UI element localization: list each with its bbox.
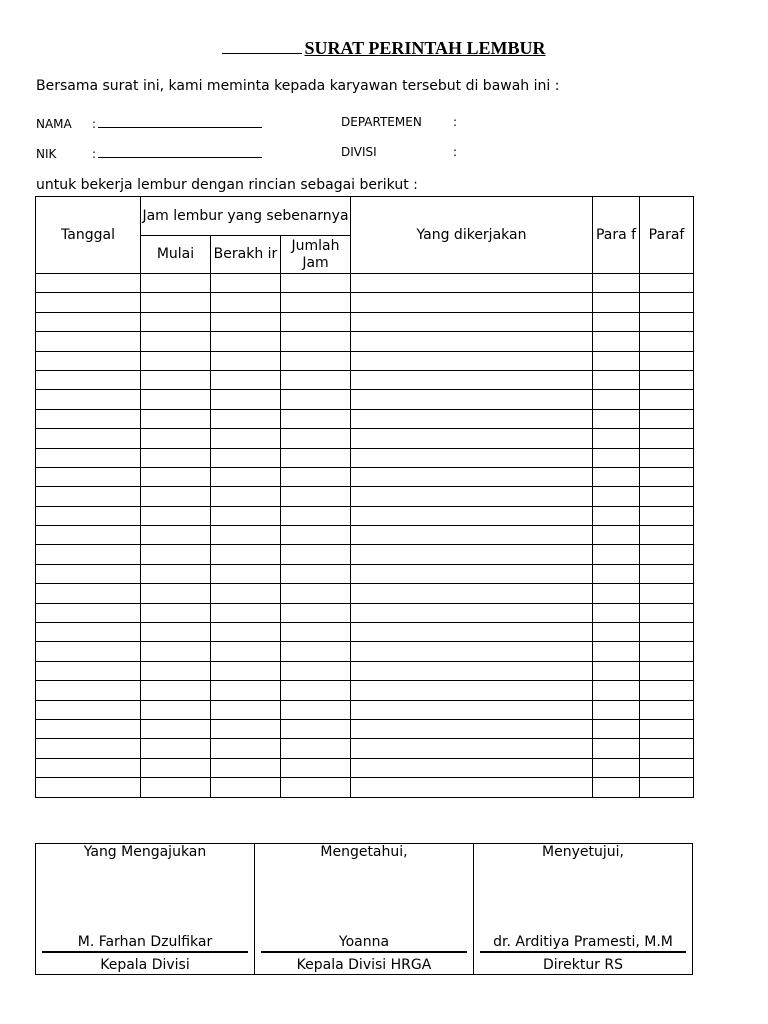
table-cell[interactable] (36, 642, 141, 661)
table-cell[interactable] (640, 390, 694, 409)
table-cell[interactable] (593, 623, 640, 642)
table-row (36, 370, 694, 389)
table-cell[interactable] (141, 661, 211, 680)
table-cell[interactable] (640, 545, 694, 564)
table-cell[interactable] (351, 390, 593, 409)
table-cell[interactable] (281, 487, 351, 506)
table-row (36, 409, 694, 428)
table-cell[interactable] (593, 758, 640, 777)
table-cell[interactable] (36, 390, 141, 409)
table-cell[interactable] (640, 603, 694, 622)
header-paraf-1: Para f (593, 197, 640, 274)
table-cell[interactable] (593, 429, 640, 448)
table-cell[interactable] (281, 448, 351, 467)
table-row (36, 719, 694, 738)
signature-heading: Mengetahui, (320, 844, 408, 860)
table-cell[interactable] (141, 467, 211, 486)
table-cell[interactable] (593, 448, 640, 467)
table-cell[interactable] (640, 681, 694, 700)
table-cell[interactable] (640, 758, 694, 777)
table-cell[interactable] (141, 545, 211, 564)
table-cell[interactable] (141, 700, 211, 719)
table-cell[interactable] (351, 312, 593, 331)
table-row (36, 448, 694, 467)
table-cell[interactable] (211, 603, 281, 622)
table-cell[interactable] (141, 312, 211, 331)
departemen-colon: : (453, 115, 458, 129)
table-row (36, 584, 694, 603)
table-cell[interactable] (640, 274, 694, 293)
nik-colon: : (92, 147, 97, 161)
table-cell[interactable] (211, 778, 281, 797)
table-cell[interactable] (36, 370, 141, 389)
table-cell[interactable] (281, 778, 351, 797)
nik-field[interactable] (36, 145, 262, 161)
table-cell[interactable] (281, 506, 351, 525)
table-cell[interactable] (593, 390, 640, 409)
table-cell[interactable] (211, 351, 281, 370)
header-berakhir: Berakh ir (211, 236, 281, 274)
table-cell[interactable] (593, 564, 640, 583)
table-cell[interactable] (36, 681, 141, 700)
table-cell[interactable] (640, 370, 694, 389)
table-cell[interactable] (211, 448, 281, 467)
document-title (0, 38, 768, 59)
table-cell[interactable] (281, 467, 351, 486)
table-cell[interactable] (640, 719, 694, 738)
title-text: SURAT PERINTAH LEMBUR (304, 38, 546, 58)
table-row (36, 545, 694, 564)
table-cell[interactable] (351, 332, 593, 351)
signature-heading: Menyetujui, (542, 844, 624, 860)
table-cell[interactable] (36, 719, 141, 738)
table-cell[interactable] (211, 564, 281, 583)
table-row (36, 487, 694, 506)
table-cell[interactable] (141, 584, 211, 603)
table-cell[interactable] (593, 584, 640, 603)
table-cell[interactable] (36, 293, 141, 312)
table-cell[interactable] (211, 370, 281, 389)
table-cell[interactable] (593, 506, 640, 525)
table-cell[interactable] (281, 623, 351, 642)
table-cell[interactable] (211, 332, 281, 351)
signature-name: M. Farhan Dzulfikar (42, 934, 248, 953)
table-row (36, 429, 694, 448)
table-cell[interactable] (36, 526, 141, 545)
table-cell[interactable] (36, 351, 141, 370)
table-cell[interactable] (351, 778, 593, 797)
table-cell[interactable] (640, 661, 694, 680)
table-cell[interactable] (141, 719, 211, 738)
table-cell[interactable] (351, 661, 593, 680)
table-cell[interactable] (141, 351, 211, 370)
table-cell[interactable] (640, 700, 694, 719)
table-cell[interactable] (141, 429, 211, 448)
table-cell[interactable] (351, 584, 593, 603)
table-row (36, 681, 694, 700)
table-cell[interactable] (141, 487, 211, 506)
table-row (36, 661, 694, 680)
table-cell[interactable] (351, 274, 593, 293)
table-cell[interactable] (593, 467, 640, 486)
signature-cell-1[interactable] (36, 844, 255, 975)
table-row (36, 506, 694, 525)
table-row (36, 274, 694, 293)
table-cell[interactable] (36, 487, 141, 506)
table-cell[interactable] (36, 332, 141, 351)
table-cell[interactable] (593, 409, 640, 428)
table-cell[interactable] (141, 332, 211, 351)
table-row (36, 739, 694, 758)
table-cell[interactable] (351, 758, 593, 777)
table-cell[interactable] (36, 603, 141, 622)
table-cell[interactable] (351, 739, 593, 758)
table-cell[interactable] (281, 409, 351, 428)
table-cell[interactable] (351, 293, 593, 312)
table-cell[interactable] (36, 584, 141, 603)
table-cell[interactable] (640, 429, 694, 448)
table-cell[interactable] (281, 739, 351, 758)
table-cell[interactable] (141, 681, 211, 700)
table-cell[interactable] (640, 351, 694, 370)
table-cell[interactable] (281, 719, 351, 738)
table-row (36, 623, 694, 642)
signature-position: Kepala Divisi HRGA (296, 957, 432, 973)
table-cell[interactable] (281, 351, 351, 370)
table-cell[interactable] (141, 390, 211, 409)
table-cell[interactable] (211, 409, 281, 428)
table-row (36, 293, 694, 312)
table-cell[interactable] (141, 448, 211, 467)
table-cell[interactable] (640, 506, 694, 525)
table-cell[interactable] (281, 661, 351, 680)
table-cell[interactable] (593, 739, 640, 758)
table-cell[interactable] (593, 545, 640, 564)
table-cell[interactable] (36, 506, 141, 525)
table-cell[interactable] (281, 681, 351, 700)
table-cell[interactable] (640, 332, 694, 351)
table-cell[interactable] (211, 390, 281, 409)
table-row (36, 312, 694, 331)
table-cell[interactable] (640, 564, 694, 583)
table-cell[interactable] (141, 642, 211, 661)
divisi-label: DIVISI (341, 145, 377, 159)
table-cell[interactable] (211, 467, 281, 486)
table-cell[interactable] (36, 274, 141, 293)
table-cell[interactable] (351, 623, 593, 642)
signature-cell-2[interactable] (255, 844, 474, 975)
table-cell[interactable] (351, 487, 593, 506)
table-cell[interactable] (36, 778, 141, 797)
header-tanggal: Tanggal (36, 197, 141, 274)
table-cell[interactable] (211, 584, 281, 603)
table-cell[interactable] (351, 448, 593, 467)
divisi-colon: : (453, 145, 458, 159)
table-cell[interactable] (211, 739, 281, 758)
departemen-field[interactable] (341, 115, 457, 129)
rincian-text: untuk bekerja lembur dengan rincian sebagai berikut : (36, 177, 418, 193)
table-cell[interactable] (36, 564, 141, 583)
table-row (36, 467, 694, 486)
header-mulai: Mulai (141, 236, 211, 274)
table-cell[interactable] (593, 293, 640, 312)
table-cell[interactable] (36, 700, 141, 719)
signature-name: Yoanna (261, 934, 467, 953)
table-cell[interactable] (36, 739, 141, 758)
table-cell[interactable] (593, 487, 640, 506)
overtime-table (35, 196, 694, 798)
table-cell[interactable] (141, 274, 211, 293)
table-cell[interactable] (141, 739, 211, 758)
table-cell[interactable] (593, 312, 640, 331)
signature-table (35, 843, 693, 975)
table-cell[interactable] (351, 351, 593, 370)
table-row (36, 642, 694, 661)
header-jumlah-jam: Jumlah Jam (281, 236, 351, 274)
table-row (36, 564, 694, 583)
table-cell[interactable] (281, 332, 351, 351)
table-cell[interactable] (593, 603, 640, 622)
table-cell[interactable] (211, 506, 281, 525)
table-cell[interactable] (36, 429, 141, 448)
table-cell[interactable] (640, 312, 694, 331)
table-cell[interactable] (281, 584, 351, 603)
table-cell[interactable] (351, 526, 593, 545)
table-cell[interactable] (640, 584, 694, 603)
table-cell[interactable] (211, 312, 281, 331)
table-cell[interactable] (36, 409, 141, 428)
table-cell[interactable] (211, 487, 281, 506)
table-cell[interactable] (211, 274, 281, 293)
table-cell[interactable] (281, 603, 351, 622)
table-cell[interactable] (351, 409, 593, 428)
table-cell[interactable] (281, 274, 351, 293)
table-cell[interactable] (36, 467, 141, 486)
table-cell[interactable] (281, 293, 351, 312)
signature-cell-3[interactable] (474, 844, 693, 975)
signature-name: dr. Arditiya Pramesti, M.M (480, 934, 686, 953)
nik-line (98, 145, 262, 158)
table-cell[interactable] (640, 623, 694, 642)
table-cell[interactable] (351, 370, 593, 389)
table-row (36, 332, 694, 351)
nama-line (98, 115, 262, 128)
table-cell[interactable] (141, 506, 211, 525)
nama-colon: : (92, 117, 97, 131)
table-cell[interactable] (351, 700, 593, 719)
table-cell[interactable] (640, 526, 694, 545)
table-cell[interactable] (351, 681, 593, 700)
table-row (36, 390, 694, 409)
table-cell[interactable] (593, 778, 640, 797)
header-yang-dikerjakan: Yang dikerjakan (351, 197, 593, 274)
table-cell[interactable] (211, 545, 281, 564)
table-cell[interactable] (281, 429, 351, 448)
nama-label: NAMA (36, 117, 72, 131)
table-cell[interactable] (593, 351, 640, 370)
table-cell[interactable] (351, 642, 593, 661)
table-cell[interactable] (211, 700, 281, 719)
table-cell[interactable] (281, 370, 351, 389)
table-cell[interactable] (211, 293, 281, 312)
table-cell[interactable] (281, 564, 351, 583)
table-cell[interactable] (141, 526, 211, 545)
table-cell[interactable] (640, 778, 694, 797)
table-cell[interactable] (640, 739, 694, 758)
divisi-field[interactable] (341, 145, 457, 159)
table-cell[interactable] (36, 312, 141, 331)
table-cell[interactable] (593, 274, 640, 293)
nama-field[interactable] (36, 115, 262, 131)
table-cell[interactable] (36, 661, 141, 680)
table-cell[interactable] (141, 758, 211, 777)
table-cell[interactable] (351, 429, 593, 448)
table-cell[interactable] (36, 448, 141, 467)
intro-text: Bersama surat ini, kami meminta kepada karyawan tersebut di bawah ini : (36, 78, 560, 94)
table-cell[interactable] (593, 700, 640, 719)
table-cell[interactable] (281, 758, 351, 777)
header-jam-lembur: Jam lembur yang sebenarnya (141, 197, 351, 236)
table-cell[interactable] (640, 487, 694, 506)
table-cell[interactable] (36, 545, 141, 564)
table-cell[interactable] (281, 312, 351, 331)
table-cell[interactable] (211, 758, 281, 777)
table-cell[interactable] (141, 778, 211, 797)
table-body (36, 274, 694, 798)
table-cell[interactable] (640, 467, 694, 486)
table-cell[interactable] (141, 564, 211, 583)
table-cell[interactable] (351, 564, 593, 583)
table-cell[interactable] (141, 623, 211, 642)
table-cell[interactable] (640, 409, 694, 428)
table-cell[interactable] (211, 526, 281, 545)
nik-label: NIK (36, 147, 57, 161)
table-row (36, 351, 694, 370)
signature-position: Kepala Divisi (100, 957, 190, 973)
table-cell[interactable] (141, 409, 211, 428)
table-cell[interactable] (211, 681, 281, 700)
table-cell[interactable] (211, 623, 281, 642)
table-cell[interactable] (593, 642, 640, 661)
table-cell[interactable] (640, 642, 694, 661)
table-cell[interactable] (351, 719, 593, 738)
table-cell[interactable] (351, 506, 593, 525)
table-cell[interactable] (281, 700, 351, 719)
table-cell[interactable] (281, 390, 351, 409)
table-cell[interactable] (593, 681, 640, 700)
signature-position: Direktur RS (542, 957, 624, 973)
table-cell[interactable] (281, 642, 351, 661)
table-cell[interactable] (141, 293, 211, 312)
table-cell[interactable] (281, 545, 351, 564)
table-cell[interactable] (351, 545, 593, 564)
table-cell[interactable] (593, 370, 640, 389)
table-cell[interactable] (211, 642, 281, 661)
table-cell[interactable] (211, 429, 281, 448)
signature-heading: Yang Mengajukan (83, 844, 207, 860)
table-cell[interactable] (593, 661, 640, 680)
table-row (36, 700, 694, 719)
header-paraf-2: Paraf (640, 197, 694, 274)
table-cell[interactable] (640, 293, 694, 312)
table-cell[interactable] (640, 448, 694, 467)
departemen-label: DEPARTEMEN (341, 115, 422, 129)
table-cell[interactable] (36, 758, 141, 777)
table-row (36, 778, 694, 797)
table-row (36, 603, 694, 622)
table-cell[interactable] (593, 332, 640, 351)
table-cell[interactable] (281, 526, 351, 545)
table-cell[interactable] (593, 526, 640, 545)
table-cell[interactable] (211, 719, 281, 738)
table-cell[interactable] (211, 661, 281, 680)
table-cell[interactable] (141, 603, 211, 622)
table-row (36, 526, 694, 545)
table-cell[interactable] (36, 623, 141, 642)
table-cell[interactable] (351, 467, 593, 486)
table-cell[interactable] (141, 370, 211, 389)
table-cell[interactable] (351, 603, 593, 622)
table-cell[interactable] (593, 719, 640, 738)
table-row (36, 758, 694, 777)
